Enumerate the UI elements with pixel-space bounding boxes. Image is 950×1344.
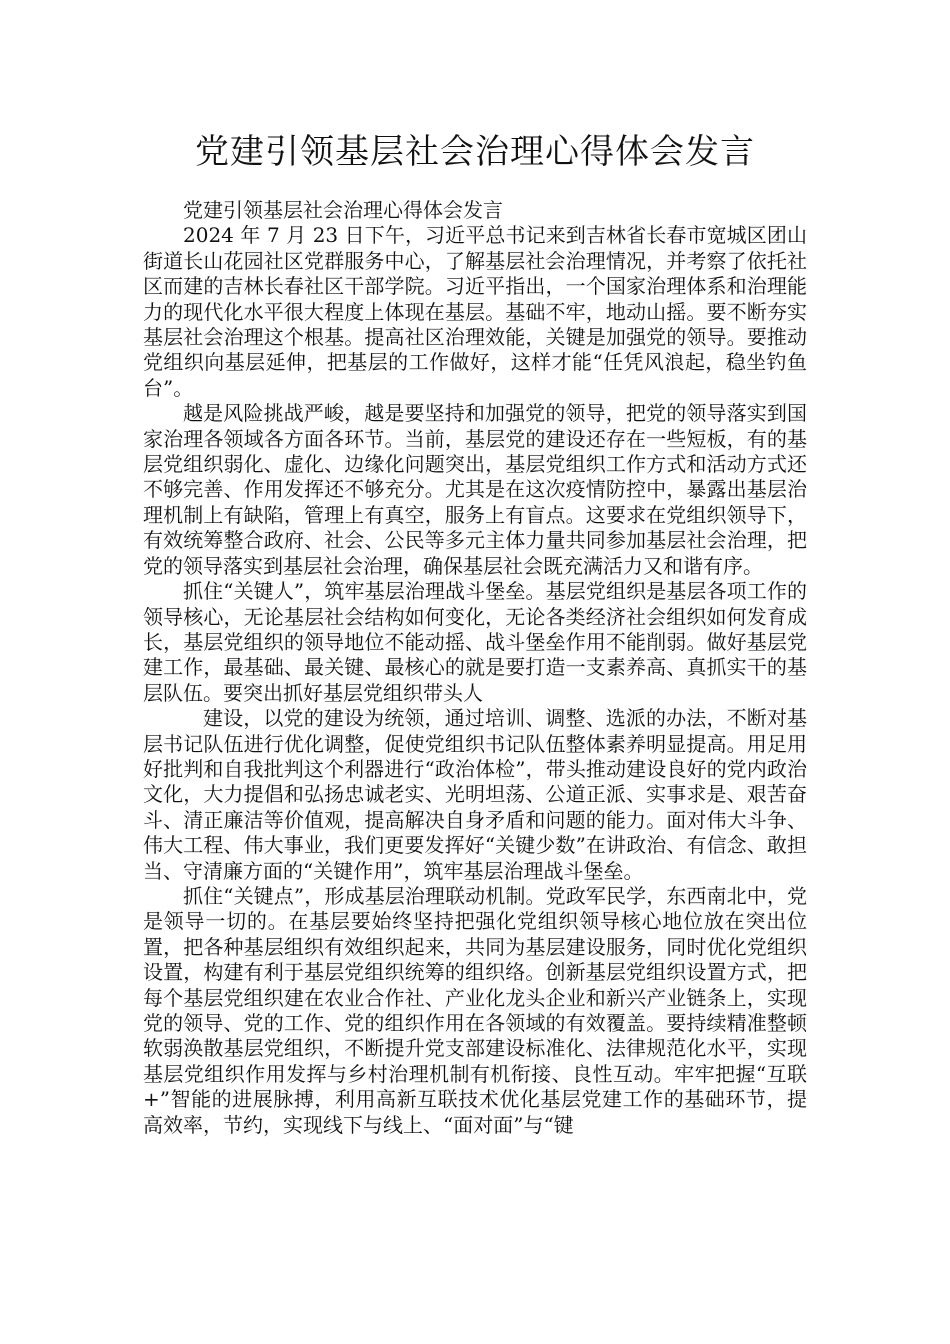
paragraph-subtitle: 党建引领基层社会治理心得体会发言 xyxy=(183,198,503,222)
document-title: 党建引领基层社会治理心得体会发言 xyxy=(195,132,755,172)
paragraph-1: 2024 年 7 月 23 日下午，习近平总书记来到吉林省长春市宽城区团山街道长山花园社区党群服务中心，了解基层社会治理情况，并考察了依托社区而建的吉林长春社区干部学院。习近平指出，一个国家治理体系和治理能力的现代化水平很大程度上体现在基层。基础不牢，地动山摇。要不断夯实基层社会治理这个根基。提高社区治理效能，关键是加强党的领导。要推动党组织向基层延伸，把基层的工作做好，这样才能“任凭风浪起，稳坐钓鱼台”。 xyxy=(143,223,807,400)
document-body xyxy=(143,198,807,1138)
paragraph-5: 抓住“关键点”，形成基层治理联动机制。党政军民学，东西南北中，党是领导一切的。在基层要始终坚持把强化党组织领导核心地位放在突出位置，把各种基层组织有效组织起来，共同为基层建设服务，同时优化党组织设置，构建有利于基层党组织统筹的组织络。创新基层党组织设置方式，把每个基层党组织建在农业合作社、产业化龙头企业和新兴产业链条上，实现党的领导、党的工作、党的组织作用在各领域的有效覆盖。要持续精准整顿软弱涣散基层党组织，不断提升党支部建设标准化、法律规范化水平，实现基层党组织作用发挥与乡村治理机制有机衔接、良性互动。牢牢把握“互联+”智能的进展脉搏，利用高新互联技术优化基层党建工作的基础环节，提高效率，节约，实现线下与线上、“面对面”与“键 xyxy=(143,883,807,1137)
paragraph-2: 越是风险挑战严峻，越是要坚持和加强党的领导，把党的领导落实到国家治理各领域各方面各环节。当前，基层党的建设还存在一些短板，有的基层党组织弱化、虚化、边缘化问题突出，基层党组织工作方式和活动方式还不够完善、作用发挥还不够充分。尤其是在这次疫情防控中，暴露出基层治理机制上有缺陷，管理上有真空，服务上有盲点。这要求在党组织领导下，有效统筹整合政府、社会、公民等多元主体力量共同参加基层社会治理，把党的领导落实到基层社会治理，确保基层社会既充满活力又和谐有序。 xyxy=(143,401,807,578)
paragraph-4: 建设，以党的建设为统领，通过培训、调整、选派的办法，不断对基层书记队伍进行优化调整，促使党组织书记队伍整体素养明显提高。用足用好批判和自我批判这个利器进行“政治体检”，带头推动建设良好的党内政治文化，大力提倡和弘扬忠诚老实、光明坦荡、公道正派、实事求是、艰苦奋斗、清正廉洁等价值观，提高解决自身矛盾和问题的能力。面对伟大斗争、伟大工程、伟大事业，我们更要发挥好“关键少数”在讲政治、有信念、敢担当、守清廉方面的“关键作用”，筑牢基层治理战斗堡垒。 xyxy=(143,706,807,883)
paragraph-3: 抓住“关键人”，筑牢基层治理战斗堡垒。基层党组织是基层各项工作的领导核心，无论基层社会结构如何变化，无论各类经济社会组织如何发育成长，基层党组织的领导地位不能动摇、战斗堡垒作用不能削弱。做好基层党建工作，最基础、最关键、最核心的就是要打造一支素养高、真抓实干的基层队伍。要突出抓好基层党组织带头人 xyxy=(143,579,807,705)
